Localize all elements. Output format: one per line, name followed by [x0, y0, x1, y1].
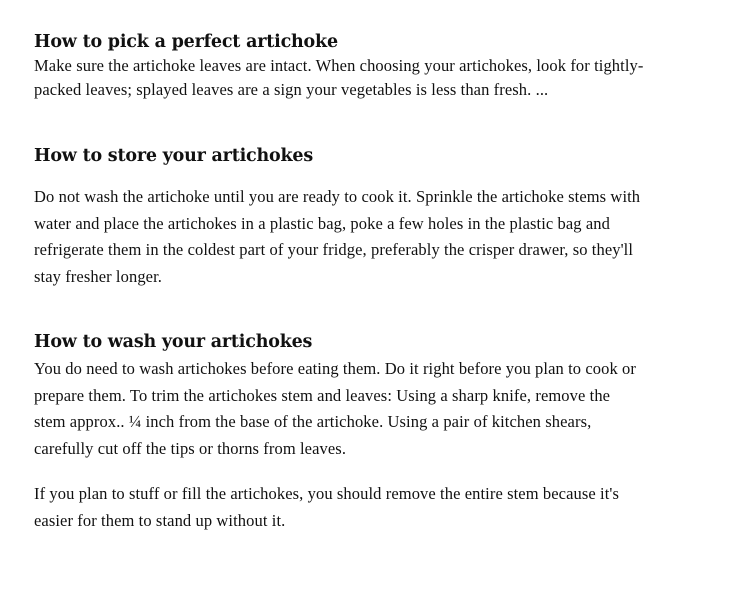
section-heading: How to wash your artichokes	[34, 332, 313, 352]
text-line: stem approx.. ¼ inch from the base of the artichoke. Using a pair of kitchen shears,	[34, 412, 592, 431]
text-line: refrigerate them in the coldest part of your fridge, preferably the crisper drawer, so they'll	[34, 240, 634, 259]
text-line: carefully cut off the tips or thorns from leaves.	[34, 438, 347, 458]
section-paragraph	[34, 356, 739, 462]
section-heading: How to pick a perfect artichoke	[34, 32, 338, 52]
text-line: packed leaves; splayed leaves are a sign your vegetables is less than fresh. ...	[34, 80, 549, 99]
section-paragraph	[34, 54, 739, 102]
text-line: You do need to wash artichokes before eating them. Do it right before you plan to cook or	[34, 359, 636, 378]
text-line: prepare them. To trim the artichokes stem and leaves: Using a sharp knife, remove the	[34, 385, 611, 405]
section-paragraph	[34, 184, 739, 290]
section-wash-artichokes	[34, 330, 739, 534]
text-line: If you plan to stuff or fill the artichokes, you should remove the entire stem because it's	[34, 484, 619, 503]
text-line: Make sure the artichoke leaves are intact. When choosing your artichokes, look for tightly-	[34, 56, 644, 75]
text-line: Do not wash the artichoke until you are ready to cook it. Sprinkle the artichoke stems with	[34, 187, 641, 206]
text-line: stay fresher longer.	[34, 266, 162, 286]
section-store-artichokes	[34, 144, 739, 290]
section-heading: How to store your artichokes	[34, 146, 313, 166]
text-line: water and place the artichokes in a plastic bag, poke a few holes in the plastic bag and	[34, 213, 611, 233]
section-paragraph	[34, 481, 739, 534]
text-line: easier for them to stand up without it.	[34, 510, 286, 530]
section-pick-artichoke	[34, 30, 739, 102]
